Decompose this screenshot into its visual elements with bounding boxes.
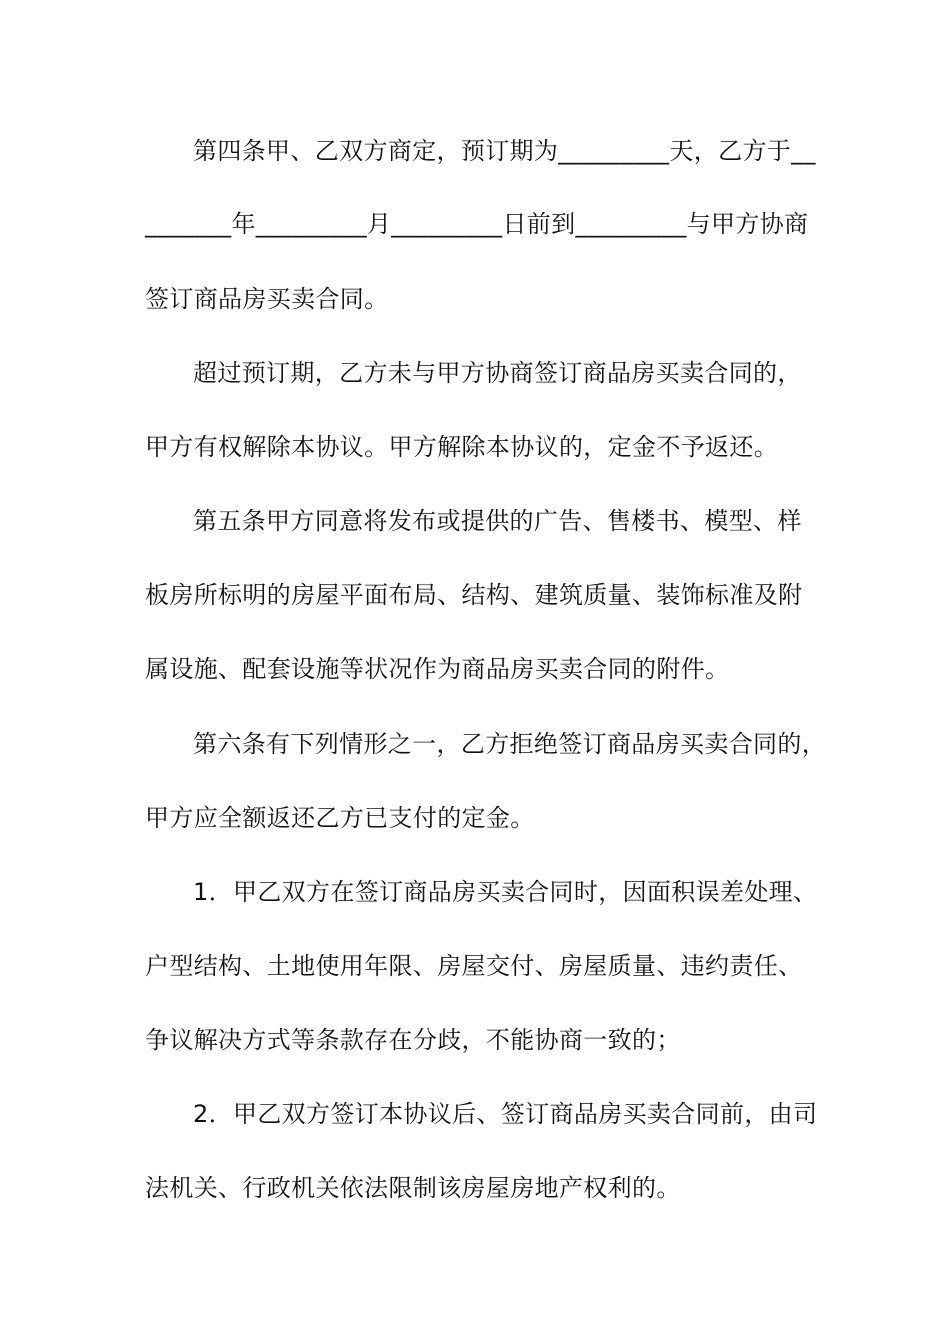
overdue-line-2: 甲方有权解除本协议。甲方解除本协议的，定金不予返还。 <box>145 433 779 461</box>
article-6-line-1: 第六条有下列情形之一，乙方拒绝签订商品房买卖合同的， <box>193 730 827 758</box>
article-5-line-2: 板房所标明的房屋平面布局、结构、建筑质量、装饰标准及附 <box>145 581 803 609</box>
article-4-line-3: 签订商品房买卖合同。 <box>145 285 389 313</box>
article-4-line-1: 第四条甲、乙双方商定，预订期为_________天，乙方于__ <box>193 137 816 165</box>
item-1-line-2: 户型结构、土地使用年限、房屋交付、房屋质量、违约责任、 <box>145 952 803 980</box>
article-4-line-2: _______年_________月_________日前到_________与甲方协商 <box>145 210 809 238</box>
item-2-line-1: 2．甲乙双方签订本协议后、签订商品房买卖合同前，由司 <box>193 1100 818 1128</box>
item-1-line-1: 1．甲乙双方在签订商品房买卖合同时，因面积误差处理、 <box>193 878 818 906</box>
item-1-line-3: 争议解决方式等条款存在分歧，不能协商一致的； <box>145 1026 681 1054</box>
article-6-line-2: 甲方应全额返还乙方已支付的定金。 <box>145 804 535 832</box>
article-5-line-3: 属设施、配套设施等状况作为商品房买卖合同的附件。 <box>145 655 730 683</box>
overdue-line-1: 超过预订期，乙方未与甲方协商签订商品房买卖合同的， <box>193 359 802 387</box>
article-5-line-1: 第五条甲方同意将发布或提供的广告、售楼书、模型、样 <box>193 507 802 535</box>
item-2-line-2: 法机关、行政机关依法限制该房屋房地产权利的。 <box>145 1174 681 1202</box>
